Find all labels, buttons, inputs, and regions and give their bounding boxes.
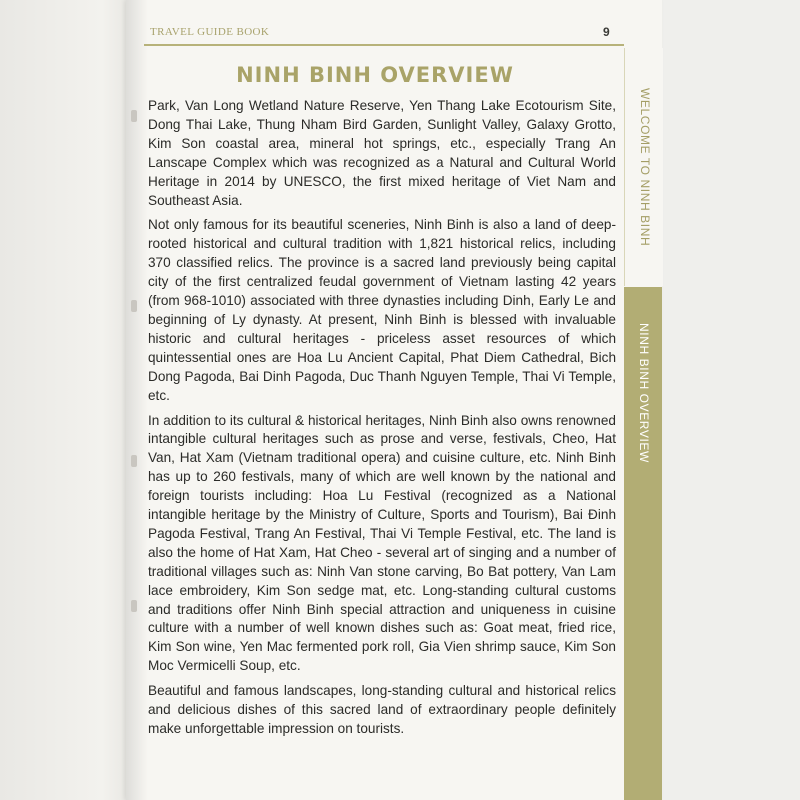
- paragraph: Beautiful and famous landscapes, long-standing cultural and historical relics and delicious dishes of this sacred land of extraordinary people definitely make unforgettable impression on tourists.: [148, 683, 616, 736]
- header-divider: [144, 44, 624, 46]
- section-tab-overview: [624, 287, 662, 800]
- section-tab-welcome-label: WELCOME TO NINH BINH: [638, 88, 652, 247]
- section-tab-welcome: [624, 48, 663, 286]
- page-edge-mark: [131, 300, 137, 312]
- page-spine-shadow: [126, 0, 148, 800]
- page-number: 9: [603, 25, 610, 39]
- paragraph: Not only famous for its beautiful sceneries, Ninh Binh is also a land of deep-rooted historical and cultural tradition with 1,821 historical relics, including 370 classified relics. The province is a sacred land previously being capital city of the first centralized feudal government of Vietnam lasting 42 years (from 968-1010) associated with three dynasties including Dinh, Early Le and beginning of Ly dynasty. At present, Ninh Binh is blessed with invaluable historic and cultural heritages - priceless asset resources of which quintessential ones are Hoa Lu Ancient Capital, Phat Diem Cathedral, Bich Dong Pagoda, Bai Dinh Pagoda, Duc Thanh Nguyen Temple, Thai Vi Temple, etc.: [148, 217, 616, 403]
- background-surface: [0, 0, 146, 800]
- section-tab-overview-label: NINH BINH OVERVIEW: [637, 323, 651, 463]
- page-title: NINH BINH OVERVIEW: [236, 63, 514, 87]
- page-edge-mark: [131, 600, 137, 612]
- page-edge-mark: [131, 110, 137, 122]
- article-body: [148, 97, 616, 745]
- page-edge-mark: [131, 455, 137, 467]
- paragraph: In addition to its cultural & historical heritages, Ninh Binh also owns renowned intangible cultural heritages such as prose and verse, festivals, Cheo, Hat Van, Hat Xam (Vietnam traditional opera) and cuisine culture, etc. Ninh Binh has up to 260 festivals, many of which are well known by the national and foreign tourists including: Hoa Lu Festival (recognized as a National intangible heritage by the Ministry of Culture, Sports and Tourism), Bai Đinh Pagoda Festival, Trang An Festival, Thai Vi Temple Festival, etc. The land is also the home of Hat Xam, Hat Cheo - several art of singing and a number of traditional villages such as: Ninh Van stone carving, Bo Bat pottery, Van Lam lace embroidery, Kim Son sedge mat, etc. Long-standing cultural customs and traditions offer Ninh Binh special attraction and uniqueness in cuisine culture with a number of well known dishes such as: Goat meat, fried rice, Kim Son wine, Yen Mac fermented pork roll, Gia Vien shrimp sauce, Kim Son Moc Vermicelli Soup, etc.: [148, 412, 616, 674]
- paragraph: Park, Van Long Wetland Nature Reserve, Yen Thang Lake Ecotourism Site, Dong Thai Lake, Thung Nham Bird Garden, Sunlight Valley, Galaxy Grotto, Kim Son coastal area, mineral hot springs, etc., especially Trang An Lanscape Complex which was recognized as a Natural and Cultural World Heritage in 2014 by UNESCO, the first mixed heritage of Viet Nam and Southeast Asia.: [148, 98, 616, 208]
- running-head: TRAVEL GUIDE BOOK: [150, 26, 270, 38]
